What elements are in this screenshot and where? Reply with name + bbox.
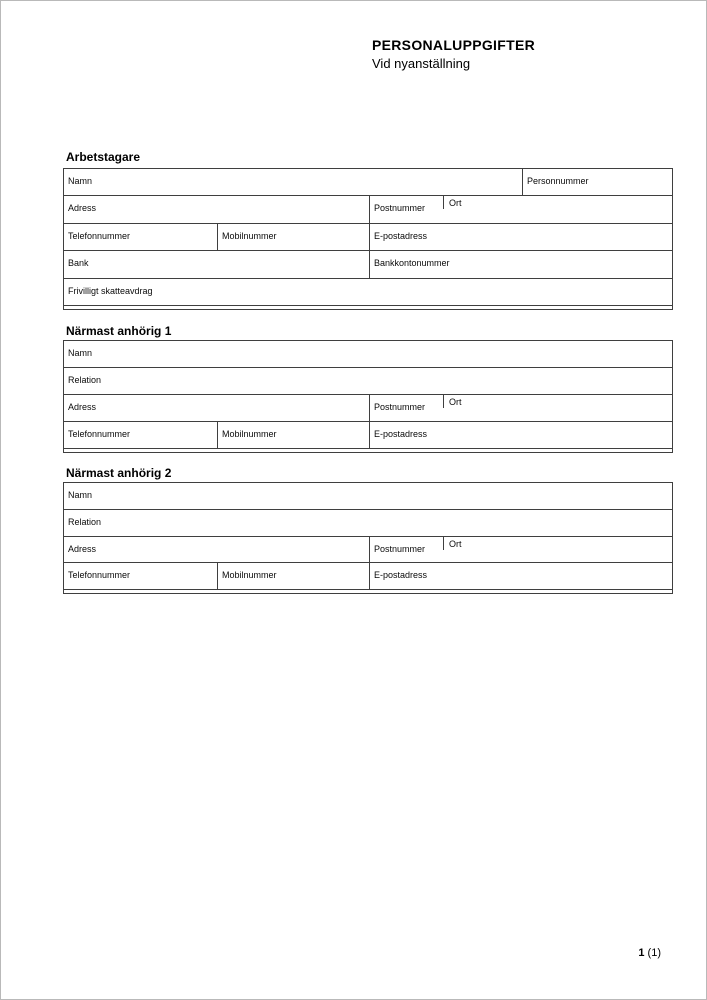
- table-row: [64, 421, 672, 449]
- table-row: [64, 223, 672, 250]
- field-bank: [64, 251, 369, 277]
- field-bankkontonummer: [369, 251, 672, 277]
- field-postnummer-ort: [369, 537, 672, 563]
- field-namn-label: Namn: [68, 490, 93, 500]
- page-number-total: (1): [647, 947, 661, 959]
- field-epostadress: [369, 224, 672, 250]
- field-postnummer-label: Postnummer: [374, 543, 426, 554]
- form-table-anhorig-2: [63, 482, 673, 594]
- section-heading-arbetstagare: Arbetstagare: [66, 150, 141, 164]
- field-mobilnummer-label: Mobilnummer: [222, 570, 277, 581]
- field-postnummer-label: Postnummer: [374, 203, 426, 214]
- field-epostadress-label: E-postadress: [374, 570, 428, 581]
- field-relation: [64, 368, 672, 394]
- field-relation: [64, 510, 672, 536]
- document-subtitle: Vid nyanställning: [372, 56, 471, 71]
- field-namn: [64, 341, 672, 367]
- field-telefonnummer: [64, 422, 217, 448]
- field-namn-label: Namn: [68, 176, 93, 186]
- field-adress: [64, 196, 369, 222]
- field-telefonnummer: [64, 563, 217, 589]
- field-epostadress-label: E-postadress: [374, 429, 428, 439]
- field-mobilnummer-label: Mobilnummer: [222, 230, 277, 241]
- field-personnummer: [522, 169, 672, 195]
- field-mobilnummer: [217, 422, 369, 448]
- field-ort-label: Ort: [449, 538, 462, 549]
- field-namn: [64, 483, 672, 509]
- field-telefonnummer-label: Telefonnummer: [68, 429, 131, 439]
- field-relation-label: Relation: [68, 375, 102, 385]
- document-title: PERSONALUPPGIFTER: [372, 37, 536, 53]
- field-mobilnummer-label: Mobilnummer: [222, 429, 277, 439]
- form-table-anhorig-1: [63, 340, 673, 453]
- table-row: [64, 509, 672, 536]
- field-personnummer-label: Personnummer: [527, 176, 589, 186]
- section-heading-anhorig-2: Närmast anhörig 2: [66, 466, 172, 480]
- field-adress: [64, 537, 369, 563]
- section-heading-anhorig-1: Närmast anhörig 1: [66, 324, 172, 338]
- field-frivilligt-skatteavdrag-label: Frivilligt skatteavdrag: [68, 285, 153, 296]
- table-row: [64, 169, 672, 195]
- page-number-current: 1: [638, 947, 645, 959]
- field-bankkontonummer-label: Bankkontonummer: [374, 258, 450, 269]
- table-row: [64, 341, 672, 367]
- field-namn-label: Namn: [68, 348, 93, 358]
- form-table-arbetstagare: [63, 168, 673, 310]
- field-telefonnummer: [64, 224, 217, 250]
- field-adress-label: Adress: [68, 203, 97, 214]
- table-row: [64, 536, 672, 563]
- field-epostadress: [369, 422, 672, 448]
- field-ort-label: Ort: [449, 397, 462, 407]
- table-row: [64, 483, 672, 509]
- field-relation-label: Relation: [68, 516, 102, 527]
- field-telefonnummer-label: Telefonnummer: [68, 230, 131, 241]
- field-mobilnummer: [217, 224, 369, 250]
- table-row: [64, 195, 672, 222]
- field-epostadress-label: E-postadress: [374, 230, 428, 241]
- table-row: [64, 278, 672, 306]
- field-adress-label: Adress: [68, 543, 97, 554]
- ort-divider: [443, 395, 444, 408]
- field-epostadress: [369, 563, 672, 589]
- field-adress-label: Adress: [68, 402, 97, 412]
- table-row: [64, 562, 672, 590]
- ort-divider: [443, 196, 444, 209]
- field-namn: [64, 169, 522, 195]
- field-telefonnummer-label: Telefonnummer: [68, 570, 131, 581]
- ort-divider: [443, 537, 444, 550]
- field-bank-label: Bank: [68, 258, 89, 269]
- table-row: [64, 367, 672, 394]
- table-row: [64, 394, 672, 421]
- field-adress: [64, 395, 369, 421]
- page-number: [638, 947, 661, 960]
- table-row: [64, 250, 672, 277]
- field-postnummer-ort: [369, 395, 672, 421]
- field-frivilligt-skatteavdrag: [64, 279, 672, 305]
- field-postnummer-ort: [369, 196, 672, 222]
- field-postnummer-label: Postnummer: [374, 402, 426, 412]
- field-ort-label: Ort: [449, 198, 462, 209]
- field-mobilnummer: [217, 563, 369, 589]
